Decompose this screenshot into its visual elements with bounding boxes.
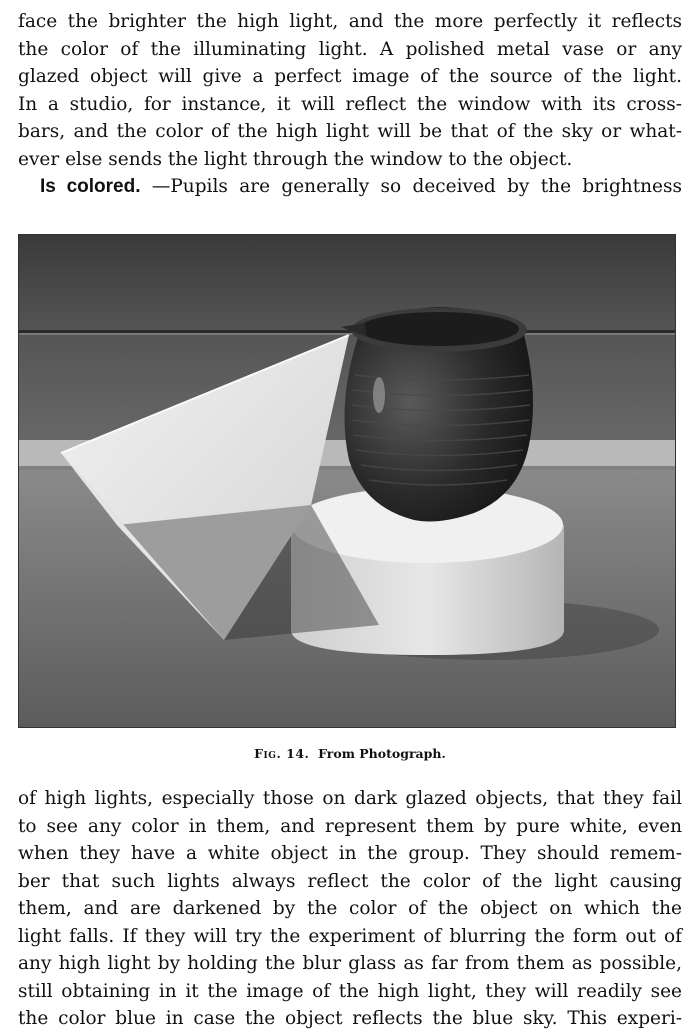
text-line: still obtaining in it the image of the high light, they will readily see	[18, 980, 682, 1002]
text-line: any high light by holding the blur glass as far from them as possible,	[18, 953, 682, 974]
text-line	[18, 173, 682, 201]
text-line: to see any color in them, and represent them by pure white, even	[18, 815, 682, 837]
figure-caption	[0, 746, 700, 761]
figure-label: Fig. 14.	[254, 746, 310, 761]
text-line: ever else sends the light through the window to the object.	[18, 148, 573, 170]
still-life-photo	[19, 235, 675, 727]
text-line: of high lights, especially those on dark glazed objects, that they fail	[18, 788, 682, 809]
text-line: In a studio, for instance, it will reflect the window with its cross-	[18, 93, 682, 115]
figure-photograph	[18, 234, 676, 728]
text-line: ber that such lights always reflect the color of the light causing	[18, 870, 682, 892]
figure-caption-text: From Photograph.	[318, 746, 446, 761]
second-paragraph	[18, 173, 682, 201]
bottom-paragraph	[18, 785, 682, 1033]
text-line: light falls. If they will try the experiment of blurring the form out of	[18, 925, 682, 947]
text-line: glazed object will give a perfect image of the source of the light.	[18, 66, 682, 87]
text-line: face the brighter the high light, and the more perfectly it reflects	[18, 11, 682, 32]
text-line: the color of the illuminating light. A polished metal vase or any	[18, 38, 682, 60]
text-line: them, and are darkened by the color of the object on which the	[18, 898, 682, 919]
text-line: when they have a white object in the group. They should remem-	[18, 843, 682, 864]
paragraph-text: —Pupils are generally so deceived by the brightness	[151, 176, 682, 197]
run-in-heading: Is colored.	[40, 176, 141, 197]
text-line: the color blue in case the object reflects the blue sky. This experi-	[18, 1008, 682, 1029]
top-paragraph	[18, 8, 682, 173]
text-line: bars, and the color of the high light will be that of the sky or what-	[18, 121, 682, 142]
